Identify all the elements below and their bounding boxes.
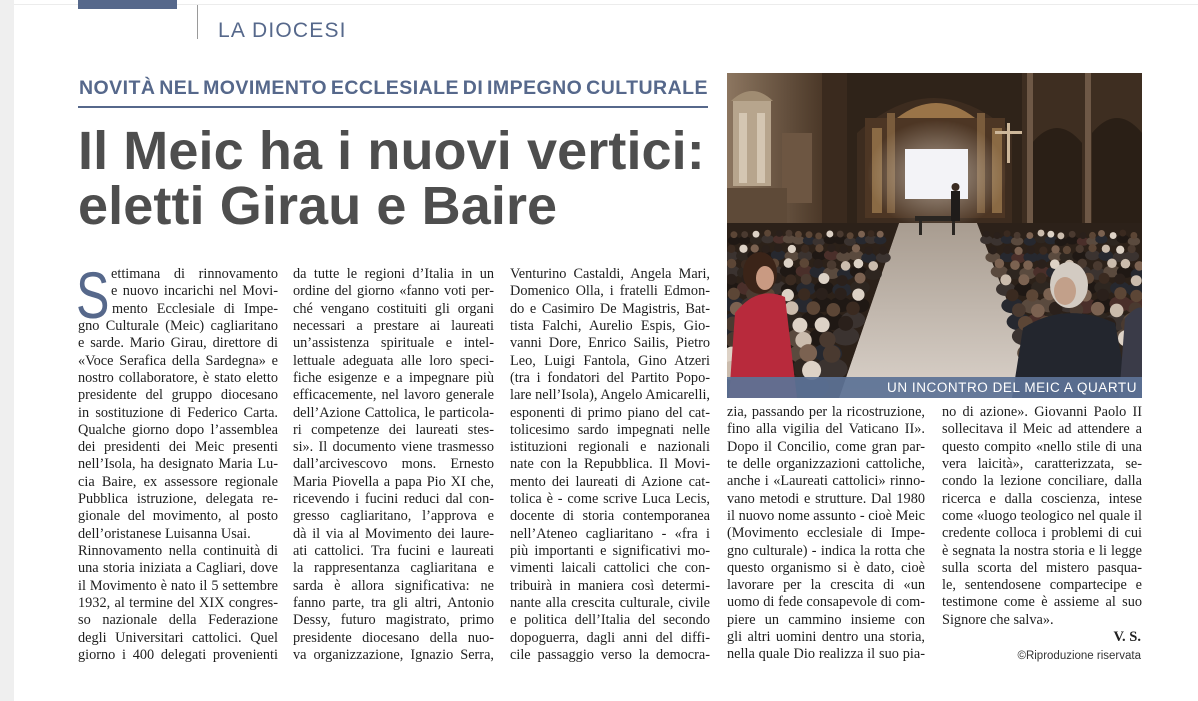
- page-margin-strip: [0, 0, 14, 701]
- body-text-line: sarda è allora significativa: ne: [293, 577, 494, 594]
- audience-member-head: [801, 274, 812, 285]
- body-text-line: dei presidenti dei Meic presenti: [78, 439, 278, 456]
- audience-member-head: [1012, 303, 1026, 317]
- body-text-line: istituzioni regionali e nazionali: [510, 439, 710, 456]
- right-wall: [1022, 73, 1142, 248]
- audience-member-head: [846, 301, 860, 315]
- body-text-line: gno Culturale (Meic) cagliaritano: [78, 317, 278, 334]
- audience-member-head: [1089, 232, 1096, 239]
- body-text-line: (tra i fondatori del Partito Popo-: [510, 369, 710, 386]
- body-text-line: ricevendo i fucini reduci dal con-: [293, 491, 494, 508]
- body-text-line: dall’arcivescovo mons. Ernesto: [293, 456, 494, 473]
- audience-member-head: [788, 245, 796, 253]
- audience-member-head: [816, 288, 828, 300]
- body-text-line: Domenico Olla, i fratelli Edmon-: [510, 283, 710, 300]
- body-text-line: una storia iniziata a Cagliari, dove: [78, 560, 278, 577]
- top-border: [14, 4, 1198, 5]
- audience-member-head: [995, 259, 1005, 269]
- body-text-line: degli Universitari cattolici. Quel: [78, 629, 278, 646]
- audience-member-head: [877, 231, 884, 238]
- body-text-line: dopoguerra, dagli anni del diffi-: [510, 629, 710, 646]
- body-text-line: questo organismo si è dato, cioè: [727, 559, 925, 576]
- body-text-line: Dessy, futuro magistrato, primo: [293, 612, 494, 629]
- body-text-line: presidente del gruppo diocesano: [78, 387, 278, 404]
- audience-member-head: [776, 230, 783, 237]
- body-text-line: gionale del movimento, al posto: [78, 508, 278, 525]
- body-text-line: necessari a prestare ai laureati: [293, 317, 494, 334]
- text-column-1: [78, 266, 278, 664]
- audience-member-head: [739, 245, 747, 253]
- audience-member-head: [1102, 245, 1110, 253]
- body-text-line: nostro collaboratore, è stato eletto: [78, 369, 278, 386]
- audience-member-head: [838, 316, 853, 331]
- audience-member-head: [1014, 247, 1022, 255]
- body-text-line: da tutte le regioni d’Italia in un: [293, 266, 494, 282]
- audience-member-head: [879, 247, 887, 255]
- audience-member-head: [1098, 230, 1105, 237]
- audience-member-head: [1080, 232, 1087, 239]
- body-text-line: lare nell’Isola), Angelo Amicarelli,: [510, 387, 710, 404]
- audience-member-head: [1131, 275, 1142, 286]
- body-text-line: Rinnovamento nella continuità di: [78, 543, 278, 559]
- body-text-line: fanno parte, tra gli altri, Antonio: [293, 594, 494, 611]
- audience-member-head: [1006, 289, 1018, 301]
- audience-member-head: [1063, 246, 1071, 254]
- body-text-line: nella quale Dio realizza il suo pia-: [727, 646, 925, 663]
- body-text-line: più importanti e significativi mo-: [510, 543, 710, 559]
- body-text-line: vano metodi e strutture. Dal 1980: [727, 490, 925, 507]
- body-text-line: e nuovo incarichi nel Movi-: [111, 283, 278, 300]
- audience-member-head: [1027, 246, 1035, 254]
- audience-member-head: [727, 245, 735, 253]
- audience-member-head: [815, 317, 830, 332]
- body-text-line: sulla scorta del mistero pasqua-: [942, 559, 1142, 576]
- audience-member-head: [1018, 274, 1029, 285]
- section-divider: [197, 5, 198, 39]
- audience-member-head: [1037, 259, 1047, 269]
- body-text-line: nante alla crescita culturale, civile: [510, 594, 710, 611]
- audience-member-head: [727, 259, 736, 269]
- body-text-line: nate con la Repubblica. Il Movi-: [510, 456, 710, 473]
- audience-member-head: [800, 258, 810, 268]
- body-text-line: questo compito «nello stile di una: [942, 438, 1142, 455]
- text-column-3: [510, 266, 710, 664]
- text-column-4: [727, 404, 925, 664]
- body-text-line: e sarde. Mario Girau, direttore di: [78, 335, 278, 352]
- audience-member-head: [1069, 231, 1076, 238]
- audience-member-head: [728, 288, 740, 300]
- body-text-line: ettimana di rinnovamento: [111, 266, 278, 282]
- text-column-5: [942, 404, 1142, 629]
- audience-member-head: [1004, 230, 1011, 237]
- body-text-line: il Movimento è nato il 5 settembre: [78, 577, 278, 594]
- audience-member-head: [1047, 231, 1054, 238]
- body-text-line: no di azione». Giovanni Paolo II: [942, 404, 1142, 420]
- body-text-line: nell’Isola, ha designato Maria Lu-: [78, 456, 278, 473]
- body-text-line: tribuirà in maniera così determi-: [510, 577, 710, 594]
- audience-member-head: [798, 288, 810, 300]
- body-text-line: mento Ecclesiale di Impe-: [112, 300, 278, 317]
- audience-member-head: [1035, 273, 1046, 284]
- audience-member-head: [827, 303, 841, 317]
- body-text-line: gli altri uomini dentro una storia,: [727, 629, 925, 646]
- body-text-line: vanni Dore, Enrico Sailis, Pietro: [510, 335, 710, 352]
- body-text-line: ché vengano costituiti gli organi: [293, 300, 494, 317]
- audience-member-head: [1099, 273, 1110, 284]
- copyright-notice: ©Riproduzione riservata: [1017, 650, 1141, 662]
- body-text-line: esponenti di primo piano del cat-: [510, 404, 710, 421]
- body-text-line: credente colloca i problemi di cui: [942, 525, 1142, 542]
- body-text-line: Qualche giorno dopo l’assemblea: [78, 421, 278, 438]
- body-text-line: tolicesimo sardo impegnati nelle: [510, 421, 710, 438]
- audience-member-head: [1116, 246, 1124, 254]
- body-text-line: sollecitava il Meic ad attendere a: [942, 421, 1142, 438]
- body-text-line: zia, passando per la ricostruzione,: [727, 404, 925, 420]
- audience-member-head: [839, 245, 847, 253]
- audience-member-head: [799, 344, 817, 362]
- audience-member-head: [1110, 232, 1117, 239]
- audience-member-head: [1093, 261, 1103, 271]
- audience-member-head: [801, 245, 809, 253]
- audience-member-head: [865, 247, 873, 255]
- audience-member-head: [1014, 232, 1021, 239]
- audience-member-head: [868, 261, 878, 271]
- section-label: LA DIOCESI: [218, 19, 347, 42]
- audience-member-head: [1110, 304, 1124, 318]
- audience-member-head: [852, 244, 860, 252]
- audience-member-head: [1038, 230, 1045, 237]
- body-text-line: ati cattolici. Tra fucini e laureati: [293, 543, 494, 559]
- author-signature: V. S.: [1113, 629, 1141, 645]
- body-text-line: so nazionale della Federazione: [78, 612, 278, 629]
- audience-member-head: [1114, 287, 1126, 299]
- audience-member-head: [1097, 289, 1109, 301]
- audience-member-head: [815, 244, 823, 252]
- audience-member-head: [785, 274, 796, 285]
- body-text-line: mento dei laureati di Azione cat-: [510, 473, 710, 490]
- audience-member-head: [762, 245, 770, 253]
- audience-member-head: [1119, 230, 1126, 237]
- audience-member-head: [1039, 247, 1047, 255]
- article-kicker: [79, 77, 709, 99]
- audience-member-head: [807, 301, 821, 315]
- body-text-line: lettuale adeguata alle loro speci-: [293, 352, 494, 369]
- audience-member-head: [837, 231, 844, 238]
- audience-member-head: [854, 259, 864, 269]
- body-text-line: è segnata la nostra storia e li legge: [942, 542, 1142, 559]
- audience-member-head: [823, 345, 841, 363]
- text-column-2: [293, 266, 494, 664]
- body-text-line: lavorare per la crescita di «un: [727, 577, 925, 594]
- audience-member-head: [841, 261, 851, 271]
- audience-member-head: [813, 259, 823, 269]
- audience-member-head: [1130, 232, 1137, 239]
- body-text-line: giorno i 400 delegati provenienti: [78, 646, 278, 663]
- audience-member-head: [847, 232, 854, 239]
- section-color-bar: [78, 0, 177, 9]
- audience-member-head: [1107, 258, 1117, 268]
- audience-member-head: [1076, 245, 1084, 253]
- body-text-line: Leo, Luigi Fantola, Gino Atzeri: [510, 352, 710, 369]
- body-text-line: il nuovo nome assunto - cioè Meic: [727, 507, 925, 524]
- body-text-line: dell’oristanese Luisanna Usai.: [78, 525, 251, 542]
- audience-member-head: [795, 231, 802, 238]
- body-text-line: fino alla vigilia del Vaticano II».: [727, 421, 925, 438]
- body-text-line: si». Il documento viene trasmesso: [293, 439, 494, 456]
- audience-member-head: [1114, 273, 1125, 284]
- body-text-line: e politica dell’Italia del secondo: [510, 612, 710, 629]
- kicker-underline: [78, 106, 708, 108]
- body-text-line: ricerca e dalla coscienza, intese: [942, 490, 1142, 507]
- body-text-line: tolica è - come scrive Luca Lecis,: [510, 491, 710, 508]
- audience-member-head: [826, 231, 833, 238]
- body-text-line: tista Falchi, Aurelio Espis, Gio-: [510, 317, 710, 334]
- article-photo: [727, 73, 1142, 398]
- audience-member-head: [1003, 246, 1011, 254]
- audience-member-head: [1088, 244, 1096, 252]
- audience-member-head: [751, 244, 759, 252]
- audience-member-head: [784, 258, 794, 268]
- body-text-line: Venturino Castaldi, Angela Mari,: [510, 266, 710, 282]
- body-text-line: dà il via al Movimento dei laure-: [293, 525, 494, 542]
- body-text-line: te delle organizzazioni cattoliche,: [727, 455, 925, 472]
- headline-line-1: Il Meic ha i nuovi vertici:: [78, 121, 705, 181]
- audience-member-head: [1026, 289, 1038, 301]
- body-text-line: le, sentendosene compartecipe e: [942, 577, 1142, 594]
- audience-member-head: [1091, 302, 1105, 316]
- body-text-line: (Movimento ecclesiale di Impe-: [727, 525, 925, 542]
- headline-line-2: eletti Girau e Baire: [78, 176, 558, 236]
- audience-member-head: [818, 273, 829, 284]
- body-text-line: «Voce Serafica della Sardegna» e: [78, 352, 278, 369]
- body-text-line: piere un cammino insieme con: [727, 611, 925, 628]
- audience-member-head: [774, 244, 782, 252]
- kicker-text: NOVITÀ NEL MOVIMENTO ECCLESIALE DI IMPEGNO CULTURALE: [79, 77, 708, 99]
- body-text-line: vimenti laicali cattolici che con-: [510, 560, 710, 577]
- body-text-line: fiche esigenze e a impegnare più: [293, 369, 494, 386]
- audience-member-head: [1010, 260, 1020, 270]
- body-text-line: come «luogo teologico nel quale il: [942, 507, 1142, 524]
- body-text-line: un’assistenza spirituale e intel-: [293, 335, 494, 352]
- audience-member-head: [827, 260, 837, 270]
- audience-member-head: [989, 246, 997, 254]
- body-text-line: Maria Piovella a papa Pio XI che,: [293, 473, 494, 490]
- article-headline: [78, 121, 718, 236]
- body-text-line: do e Casimiro De Magistris, Bat-: [510, 300, 710, 317]
- body-text-line: in sostituzione di Federico Carta.: [78, 404, 278, 421]
- audience-member-head: [855, 273, 866, 284]
- drop-cap: S: [76, 258, 110, 332]
- body-text-line: ri competenze dei laureati stes-: [293, 421, 494, 438]
- church-interior-image: [727, 73, 1142, 398]
- audience-member-head: [1121, 259, 1131, 269]
- audience-member-head: [792, 318, 807, 333]
- audience-member-head: [827, 244, 835, 252]
- body-text-line: Pubblica istruzione, delegata re-: [78, 491, 278, 508]
- audience-member-head: [741, 231, 748, 238]
- body-text-line: condo la lezione conciliare, dalla: [942, 473, 1142, 490]
- audience-member-head: [1031, 304, 1045, 318]
- audience-member-head: [1026, 232, 1033, 239]
- body-text-line: la rappresentanza cagliaritana e: [293, 560, 494, 577]
- body-text-line: nell’Ateneo cagliaritano - «fra i: [510, 525, 710, 542]
- audience-member-head: [834, 288, 846, 300]
- body-text-line: 1932, al termine del XIX congres-: [78, 594, 278, 611]
- audience-member-head: [1023, 260, 1033, 270]
- body-text-line: va organizzazione, Ignazio Serra,: [293, 646, 494, 663]
- body-text-line: testimone come è assieme al suo: [942, 594, 1142, 611]
- audience-member-head: [806, 231, 813, 238]
- body-text-line: anche i «Laureati cattolici» rinno-: [727, 473, 925, 490]
- body-text-line: gno culturale) - indica la rotta che: [727, 542, 925, 559]
- body-text-line: ordine del giorno «fanno voti per-: [293, 283, 494, 300]
- body-text-line: presidente diocesano della nuo-: [293, 629, 494, 646]
- audience-member-head: [858, 231, 865, 238]
- body-text-line: efficacemente, nel lavoro generale: [293, 387, 494, 404]
- photo-caption: UN INCONTRO DEL MEIC A QUARTU: [887, 380, 1137, 395]
- body-text-line: gresso cagliaritano, l’approva e: [293, 508, 494, 525]
- audience-member-head: [1000, 274, 1011, 285]
- audience-member-head: [983, 231, 990, 238]
- audience-member-head: [852, 288, 864, 300]
- body-text-line: Dopo il Concilio, come gran par-: [727, 438, 925, 455]
- audience-member-head: [1051, 245, 1059, 253]
- body-text-line: cia Baire, ex assessore regionale: [78, 473, 278, 490]
- audience-member-head: [868, 230, 875, 237]
- audience-member-head: [1057, 232, 1064, 239]
- audience-member-head: [785, 230, 792, 237]
- body-text-line: dell’Azione Cattolica, le particola-: [293, 404, 494, 421]
- body-text-line: cile passaggio verso la democra-: [510, 646, 710, 663]
- body-text-line: uomo di fede consapevole di com-: [727, 594, 925, 611]
- audience-member-head: [837, 275, 848, 286]
- body-text-line: Signore che salva».: [942, 611, 1054, 628]
- audience-member-head: [730, 231, 737, 238]
- audience-member-head: [994, 232, 1001, 239]
- audience-member-head: [1128, 245, 1136, 253]
- audience-member-head: [764, 230, 771, 237]
- audience-member-head: [753, 231, 760, 238]
- audience-member-head: [815, 233, 822, 240]
- body-text-line: vera laicità», caratterizzata, se-: [942, 455, 1142, 472]
- body-text-line: docente di storia contemporanea: [510, 508, 710, 525]
